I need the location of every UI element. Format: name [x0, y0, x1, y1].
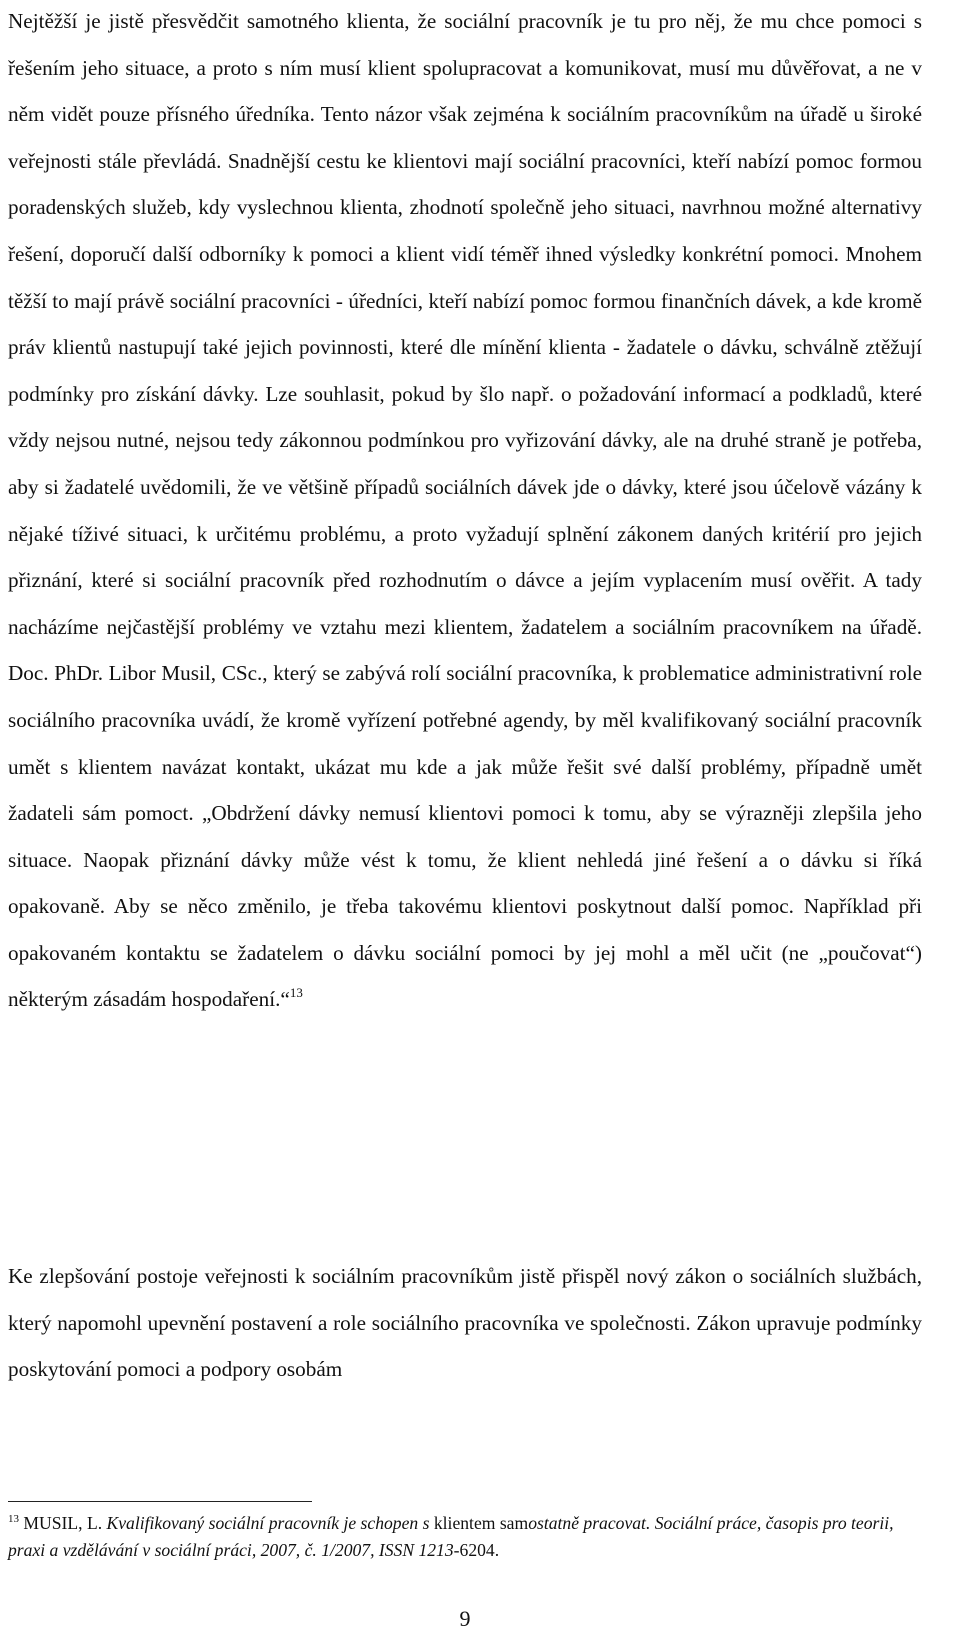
- footnote: [8, 1510, 922, 1564]
- footnote-number: 13: [8, 1513, 19, 1525]
- footnote-title-a: Kvalifikovaný sociální pracovník je schopen s: [106, 1513, 430, 1533]
- paragraph-2-text: Ke zlepšování postoje veřejnosti k sociálním pracovníkům jistě přispěl nový zákon o sociálních službách, který napomohl upevnění postavení a role sociálního pracovníka ve společnosti. Zákon upravuje podmínky poskytování pomoci a podpory osobám: [8, 1264, 922, 1382]
- paragraph-1-text: Nejtěžší je jistě přesvědčit samotného klienta, že sociální pracovník je tu pro něj, že mu chce pomoci s řešením jeho situace, a proto s ním musí klient spolupracovat a komunikovat, musí mu důvěřovat, a ne v něm vidět pouze přísného úředníka. Tento názor však zejména k sociálním pracovníkům na úřadě u široké veřejnosti stále převládá. Snadnější cestu ke klientovi mají sociální pracovníci, kteří nabízí pomoc formou poradenských služeb, kdy vyslechnou klienta, zhodnotí společně jeho situaci, navrhnou možné alternativy řešení, doporučí další odborníky k pomoci a klient vidí téměř ihned výsledky konkrétní pomoci. Mnohem těžší to mají právě sociální pracovníci - úředníci, kteří nabízí pomoc formou finančních dávek, a kde kromě práv klientů nastupují také jejich povinnosti, které dle mínění klienta - žadatele o dávku, schválně ztěžují podmínky pro získání dávky. Lze souhlasit, pokud by šlo např. o požadování informací a podkladů, které vždy nejsou nutné, nejsou tedy zákonnou podmínkou pro vyřizování dávky, ale na druhé straně je potřeba, aby si žadatelé uvědomili, že ve většině případů sociálních dávek jde o dávky, které jsou účelově vázány k nějaké tíživé situaci, k určitému problému, a proto vyžadují splnění zákonem daných kritérií pro jejich přiznání, které si sociální pracovník před rozhodnutím o dávce a jejím vyplacením musí ověřit. A tady nacházíme nejčastější problémy ve vztahu mezi klientem, žadatelem a sociálním pracovníkem na úřadě. Doc. PhDr. Libor Musil, CSc., který se zabývá rolí sociální pracovníka, k problematice administrativní role sociálního pracovníka uvádí, že kromě vyřízení potřebné agendy, by měl kvalifikovaný sociální pracovník umět s klientem navázat kontakt, ukázat mu kde a jak může řešit své další problémy, případně umět žadateli sám pomoct. „Obdržení dávky nemusí klientovi pomoci k tomu, aby se výrazněji zlepšila jeho situace. Naopak přiznání dávky může vést k tomu, že klient nehledá jiné řešení a o dávku si říká opakovaně. Aby se něco změnilo, je třeba takovému klientovi poskytnout další pomoc. Například při opakovaném kontaktu se žadatelem o dávku sociální pomoci by jej mohl a měl učit (ne „poučovat“) některým zásadám hospodaření.“: [8, 9, 922, 1012]
- footnote-title-b: klientem sam: [433, 1513, 529, 1533]
- paragraph-1: [8, 0, 922, 1023]
- footnote-issn-tail: 6204.: [459, 1540, 500, 1560]
- paragraph-2: [8, 1253, 922, 1393]
- footnote-title-c: ostatně pracovat. Sociální práce, časopis pro teorii, praxi a vzdělávání v sociální práci, 2007, č. 1/2007, ISSN 1213-: [8, 1513, 894, 1560]
- footnote-separator: [8, 1501, 312, 1502]
- page-number: 9: [459, 1606, 471, 1631]
- document-page: [8, 0, 922, 1640]
- footnote-reference[interactable]: 13: [289, 985, 303, 1001]
- footnote-author: MUSIL, L.: [23, 1513, 103, 1533]
